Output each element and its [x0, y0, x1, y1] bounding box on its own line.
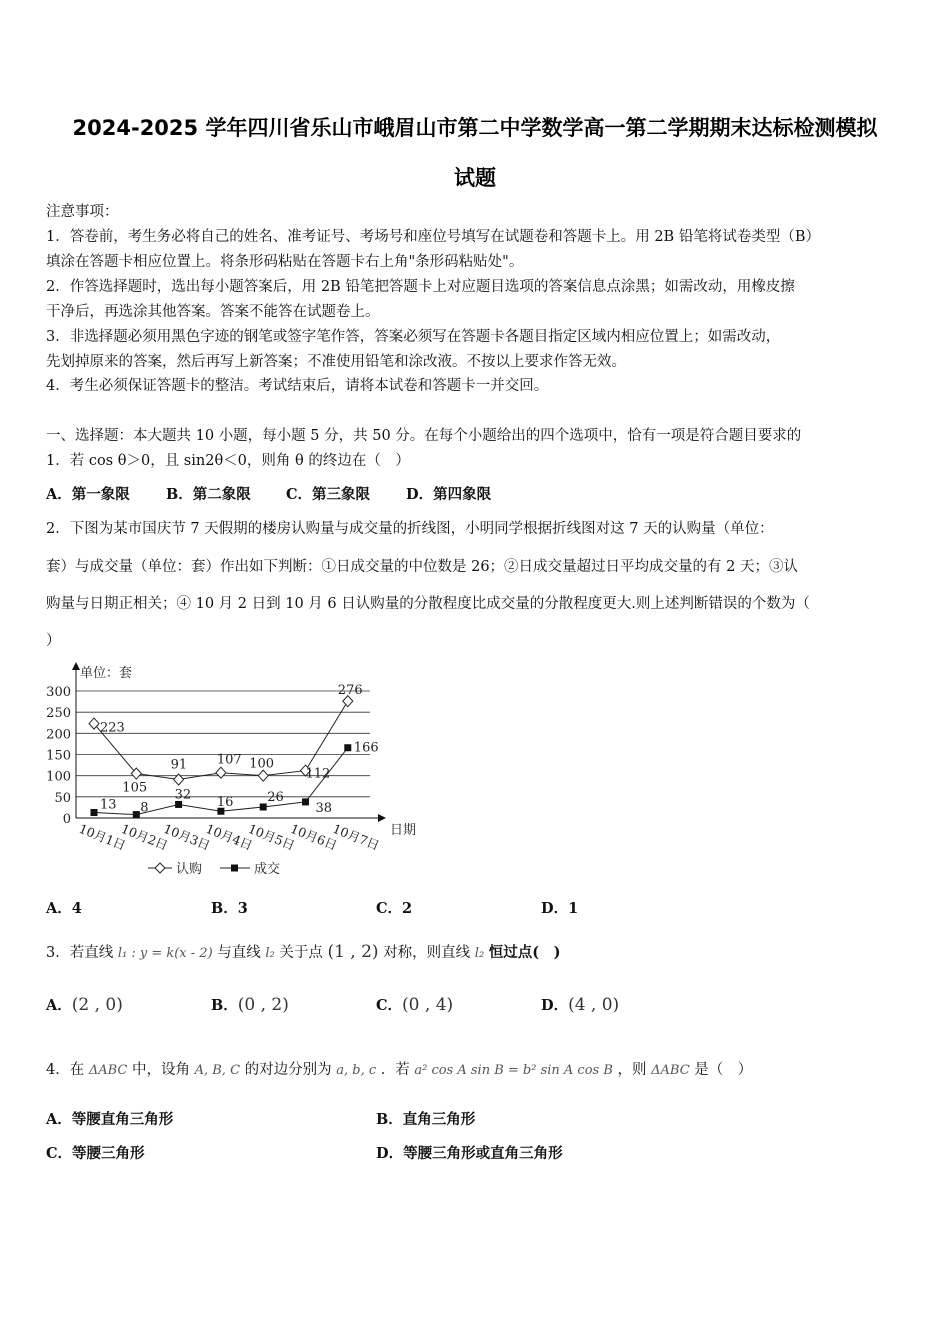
- q3-option-value: (0 , 4): [402, 995, 454, 1015]
- data-label-认购: 105: [122, 780, 148, 796]
- data-label-成交: 32: [174, 787, 192, 803]
- q3-mid3: 对称，则直线: [383, 945, 471, 961]
- q3-option-c: [376, 995, 453, 1016]
- notice-line: 干净后，再选涂其他答案。答案不能答在试题卷上。: [46, 304, 380, 320]
- q3-option-label: B．: [211, 997, 238, 1014]
- q4-triangle2: ΔABC: [651, 1063, 690, 1078]
- unit-label: 单位：套: [80, 666, 133, 681]
- q1-option-d: D．第四象限: [406, 486, 492, 503]
- section-heading: 一、选择题：本大题共 10 小题，每小题 5 分，共 50 分。在每个小题给出的四个选项中，恰有一项是符合题目要求的: [46, 428, 802, 444]
- data-label-认购: 276: [337, 683, 363, 699]
- page-title-line1: 2024-2025 学年四川省乐山市峨眉山市第二中学数学高一第二学期期末达标检测模拟: [72, 116, 878, 140]
- data-label-成交: 16: [216, 795, 234, 811]
- q4-option-a: A．等腰直角三角形: [46, 1111, 174, 1128]
- q2-stem-line: ）: [46, 633, 61, 649]
- q1-option-a: A．第一象限: [46, 486, 130, 503]
- notice-line: 先划掉原来的答案，然后再写上新答案；不准使用铅笔和涂改液。不按以上要求作答无效。: [46, 354, 626, 370]
- x-axis-arrow: [378, 814, 386, 822]
- y-tick-label: 100: [46, 769, 71, 785]
- x-tick-label: 10月3日: [161, 820, 213, 854]
- q4-option-b: B．直角三角形: [376, 1111, 476, 1128]
- data-label-成交: 8: [140, 800, 149, 816]
- notice-line: 1．答卷前，考生务必将自己的姓名、准考证号、考场号和座位号填写在试题卷和答题卡上。用 2B 铅笔将试卷类型（B）: [46, 229, 820, 245]
- x-tick-label: 10月4日: [203, 820, 255, 854]
- point-认购: [258, 770, 268, 781]
- data-label-认购: 91: [170, 757, 188, 773]
- q4-angles: A, B, C: [194, 1063, 241, 1078]
- x-tick-label: 10月7日: [330, 820, 382, 854]
- q3-option-value: (0 , 2): [237, 995, 289, 1015]
- q3-suffix: 恒过点( ): [488, 944, 561, 961]
- q3-mid2: 关于点: [279, 945, 323, 961]
- y-tick-label: 200: [46, 727, 71, 743]
- q3-option-b: [211, 995, 289, 1016]
- q4-prefix: 4．在: [46, 1062, 85, 1078]
- q3-point: (1 , 2): [327, 942, 379, 962]
- q3-line-l2b: l₂: [474, 946, 485, 961]
- q3-option-d: [541, 995, 619, 1016]
- q4-mid1: 中，设角: [131, 1062, 190, 1078]
- page-title-line2: 试题: [454, 166, 496, 190]
- q2-option-b: B．3: [211, 900, 248, 917]
- q4-mid4: ，则: [617, 1062, 647, 1078]
- x-axis-label: 日期: [390, 823, 417, 838]
- point-成交: [133, 811, 140, 818]
- notice-line: 2．作答选择题时，选出每小题答案后，用 2B 铅笔把答题卡上对应题目选项的答案信息点涂黑；如需改动，用橡皮擦: [46, 279, 795, 295]
- x-tick-label: 10月2日: [119, 820, 171, 854]
- q4-mid2: 的对边分别为: [244, 1062, 332, 1078]
- q2-option-a: A．4: [46, 900, 82, 917]
- q1-option-b: B．第二象限: [166, 486, 251, 503]
- q3-option-label: C．: [376, 997, 403, 1014]
- q2-option-c: C．2: [376, 900, 413, 917]
- q4-triangle: ΔABC: [88, 1063, 128, 1078]
- y-tick-label: 0: [62, 812, 71, 827]
- q4-option-d: D．等腰三角形或直角三角形: [376, 1145, 563, 1162]
- notice-line: 3．非选择题必须用黑色字迹的钢笔或签字笔作答，答案必须写在答题卡各题目指定区域内相应位置上；如需改动，: [46, 329, 781, 345]
- point-认购: [216, 767, 226, 778]
- x-tick-label: 10月1日: [76, 820, 128, 854]
- data-label-成交: 13: [100, 797, 117, 813]
- q3-option-value: (2 , 0): [71, 995, 123, 1015]
- q4-equation: a² cos A sin B = b² sin A cos B: [414, 1063, 613, 1078]
- q1-stem: 1．若 cos θ＞0，且 sin2θ＜0，则角 θ 的终边在（ ）: [46, 453, 410, 469]
- y-tick-label: 300: [46, 685, 71, 700]
- notice-line: 4．考生必须保证答题卡的整洁。考试结束后，请将本试卷和答题卡一并交回。: [46, 378, 549, 394]
- point-成交: [260, 803, 267, 810]
- data-label-认购: 112: [305, 766, 331, 782]
- x-tick-label: 10月5日: [246, 820, 297, 854]
- point-成交: [91, 809, 98, 816]
- data-label-成交: 166: [353, 740, 379, 756]
- line-chart: [40, 656, 440, 886]
- q3-option-a: [46, 995, 123, 1016]
- legend-marker-认购: [155, 863, 165, 873]
- q3-option-value: (4 , 0): [568, 995, 620, 1015]
- q4-sides: a, b, c: [336, 1063, 377, 1078]
- data-label-成交: 38: [315, 800, 333, 816]
- q4-stem: [46, 1060, 906, 1081]
- notice-line: 填涂在答题卡相应位置上。将条形码粘贴在答题卡右上角"条形码粘贴处"。: [46, 254, 524, 270]
- q3-line-l2: l₂: [265, 946, 275, 961]
- q2-option-d: D．1: [541, 900, 579, 917]
- point-成交: [344, 744, 351, 751]
- notice-heading: 注意事项：: [46, 204, 119, 220]
- y-tick-label: 150: [46, 748, 71, 764]
- y-axis-arrow: [72, 662, 80, 670]
- point-成交: [302, 798, 309, 805]
- data-label-成交: 26: [267, 789, 284, 805]
- q3-prefix: 3．若直线: [46, 945, 114, 961]
- q3-stem: [46, 942, 906, 964]
- y-tick-label: 250: [46, 706, 71, 722]
- legend-label-认购: 认购: [176, 862, 203, 877]
- q3-option-label: D．: [541, 997, 569, 1014]
- legend-label-成交: 成交: [254, 862, 281, 877]
- q4-suffix: 是（ ）: [694, 1062, 753, 1078]
- q2-stem-line: 2．下图为某市国庆节 7 天假期的楼房认购量与成交量的折线图，小明同学根据折线图对这 7 天的认购量（单位：: [46, 521, 774, 537]
- q4-option-c: C．等腰三角形: [46, 1145, 145, 1162]
- y-tick-label: 50: [54, 790, 71, 806]
- data-label-认购: 107: [216, 752, 242, 768]
- x-tick-label: 10月6日: [288, 820, 340, 854]
- legend-marker-成交: [231, 865, 238, 872]
- data-label-认购: 100: [249, 756, 275, 772]
- q4-mid3: ．若: [380, 1062, 410, 1078]
- q2-stem-line: 套）与成交量（单位：套）作出如下判断：①日成交量的中位数是 26；②日成交量超过日平均成交量的有 2 天；③认: [46, 559, 798, 575]
- data-label-认购: 223: [100, 720, 125, 736]
- q3-line-l1: l₁ : y = k(x - 2): [117, 946, 213, 961]
- q2-stem-line: 购量与日期正相关；④ 10 月 2 日到 10 月 6 日认购量的分散程度比成交量的分散程度更大.则上述判断错误的个数为（: [46, 596, 810, 612]
- q3-mid1: 与直线: [217, 945, 261, 961]
- q1-option-c: C．第三象限: [286, 486, 371, 503]
- q3-option-label: A．: [46, 997, 72, 1014]
